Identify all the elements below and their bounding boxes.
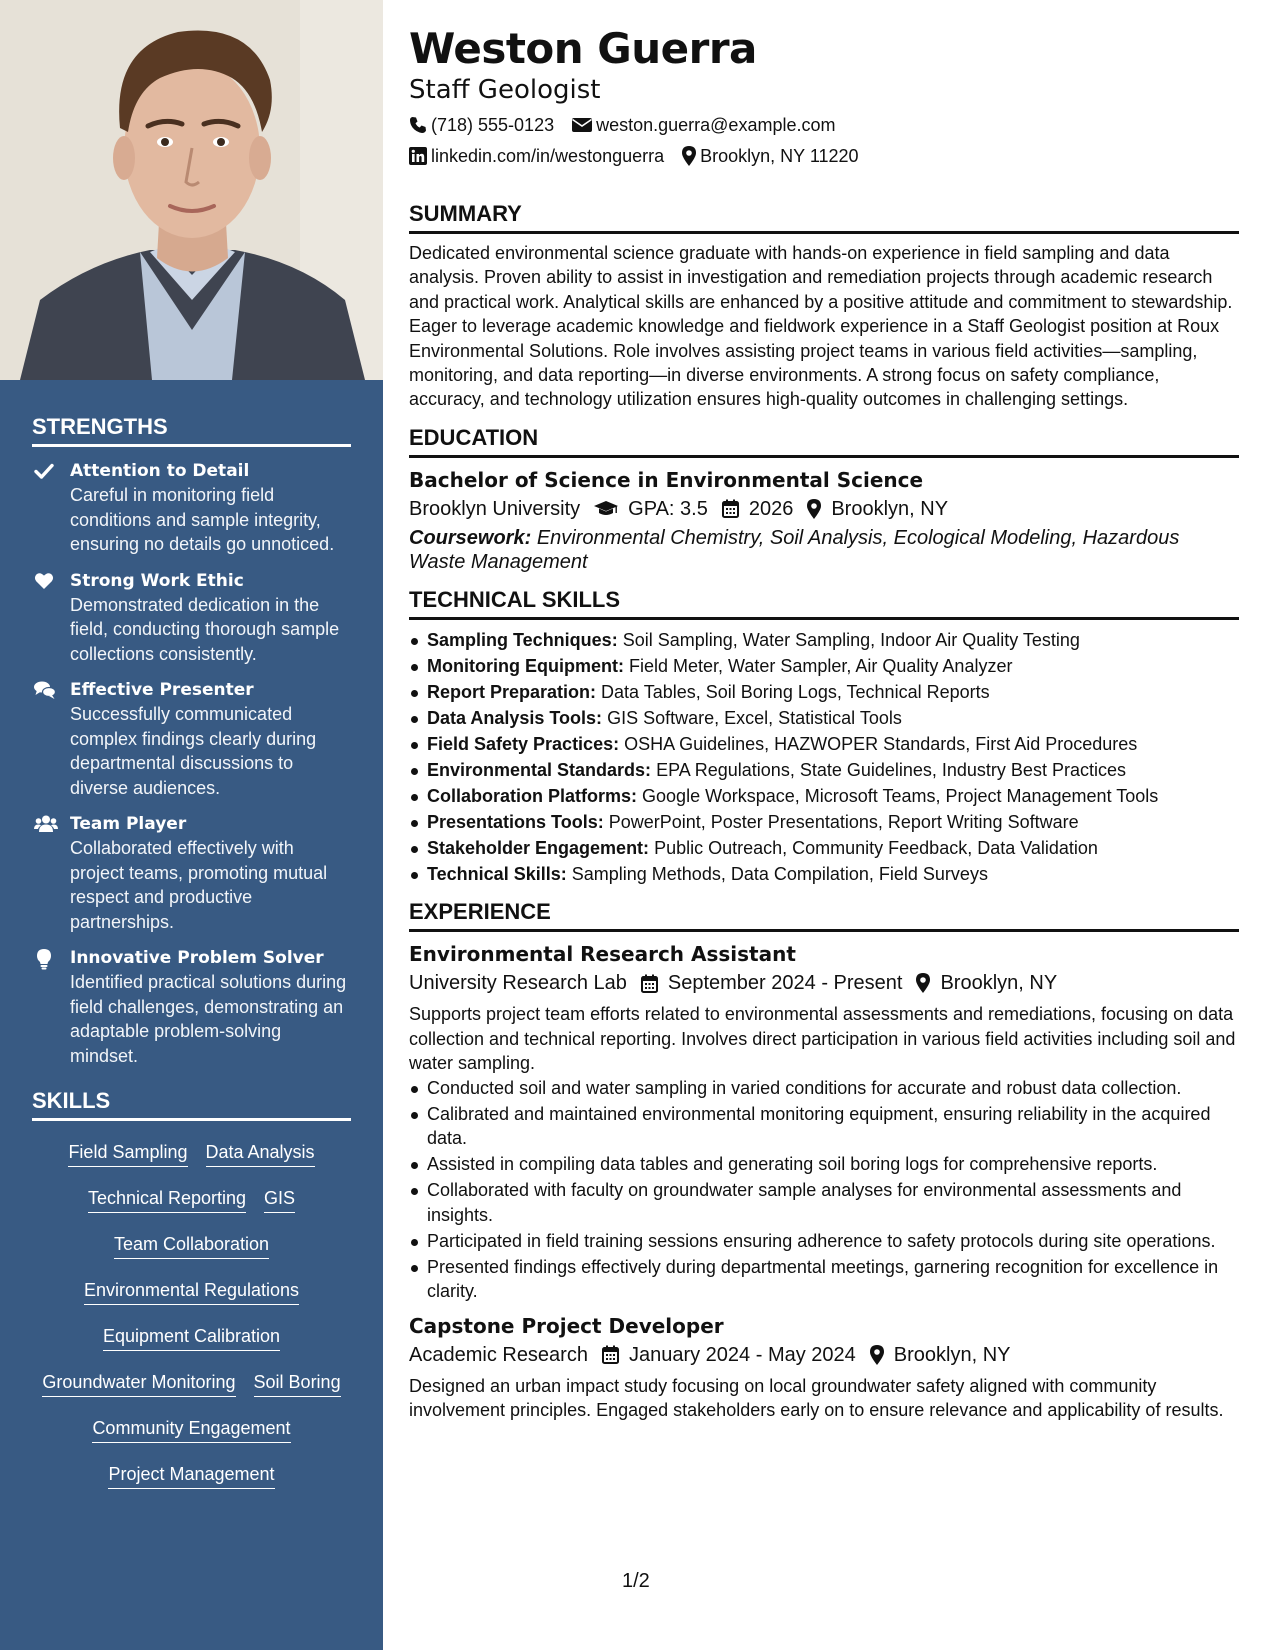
list-item: Collaborated with faculty on groundwater sample analyses for environmental assessments and insights. [409,1178,1239,1227]
skill-label: Presentations Tools: [427,811,604,832]
strength-title: Strong Work Ethic [70,570,244,591]
map-marker-icon [916,973,930,993]
coursework [409,526,1239,574]
skill-tag: Project Management [108,1462,274,1489]
list-item [409,654,1239,679]
skill-value: GIS Software, Excel, Statistical Tools [607,707,902,728]
graduation-cap-icon [594,500,618,518]
phone-text: (718) 555-0123 [431,115,555,135]
year-item [722,494,794,524]
strength-title: Effective Presenter [70,680,254,700]
job-dates-item [641,968,903,998]
check-icon [32,459,70,557]
skill-label: Environmental Standards: [427,759,652,780]
coursework-label: Coursework: [409,526,532,549]
year-text: 2026 [748,497,794,520]
job-description: Designed an urban impact study focusing on local groundwater safety aligned with community involvement principles. Engaged stakeholders early on to ensure relevance and applicability of results. [409,1375,1224,1420]
strength-title: Attention to Detail [70,461,250,481]
skill-tag: Team Collaboration [114,1232,269,1259]
skill-value: Data Tables, Soil Boring Logs, Technical Reports [601,681,990,702]
skill-label: Field Safety Practices: [427,733,620,754]
skill-tag: Technical Reporting [88,1186,246,1213]
list-item: Participated in field training sessions ensuring adherence to safety protocols during site operations. [409,1229,1239,1254]
contact-row [409,113,1239,137]
list-item [409,628,1239,653]
strength-item [32,812,351,934]
skill-value: PowerPoint, Poster Presentations, Report Writing Software [608,811,1079,832]
job-dates: January 2024 - May 2024 [628,1343,856,1366]
users-icon [32,812,70,934]
technical-skills-section [409,586,1239,887]
job-org: University Research Lab [409,972,627,995]
school-name: Brooklyn University [409,497,581,520]
summary-text: Dedicated environmental science graduate with hands-on experience in field sampling and data analysis. Proven ability to assist in investigation and remediation projects through academic research and practical work. Analytical skills are enhanced by a positive attitude and commitment to stewardship. Eager to leverage academic knowledge and fieldwork experience in a Staff Geologist position at Roux Environmental Solutions. Role involves assisting project teams in various field activities—sampling, monitoring, and data reporting—in diverse environments. A strong focus on safety compliance, accuracy, and technology utilization ensures high-quality outcomes in challenging settings. [409,243,1233,410]
skill-value: OSHA Guidelines, HAZWOPER Standards, First Aid Procedures [624,733,1138,754]
strengths-section [0,414,383,1068]
map-marker-icon [807,499,821,519]
skill-value: Google Workspace, Microsoft Teams, Project Management Tools [642,785,1159,806]
skill-tag: GIS [264,1186,295,1213]
job-entry [409,940,1239,1303]
strength-description: Careful in monitoring field conditions and sample integrity, ensuring no details go unnoticed. [70,485,335,554]
profile-photo [0,0,383,380]
skill-label: Stakeholder Engagement: [427,837,650,858]
skills-list [32,1129,351,1497]
location-contact [682,144,858,168]
job-location: Brooklyn, NY [893,1343,1011,1366]
education-location-text: Brooklyn, NY [831,497,949,520]
education-heading: EDUCATION [409,424,1239,458]
page-indicator: 1/2 [622,1570,650,1592]
job-location-item [916,968,1057,998]
job-bullets [409,1076,1239,1304]
strength-item [32,946,351,1068]
list-item: Conducted soil and water sampling in varied conditions for accurate and robust data collection. [409,1076,1239,1101]
skill-tag: Field Sampling [68,1140,187,1167]
list-item [409,758,1239,783]
degree-title: Bachelor of Science in Environmental Science [409,467,924,492]
strength-title: Team Player [70,814,187,834]
education-location-item [807,494,948,524]
lightbulb-icon [32,946,70,1068]
summary-section [409,200,1239,412]
job-title: Capstone Project Developer [409,1313,724,1338]
list-item [409,810,1239,835]
job-dates-item [602,1340,856,1370]
gpa-item [594,494,708,524]
skill-value: Soil Sampling, Water Sampling, Indoor Air Quality Testing [622,629,1080,650]
strength-title: Innovative Problem Solver [70,948,324,968]
coursework-text: Environmental Chemistry, Soil Analysis, Ecological Modeling, Hazardous Waste Management [409,526,1180,573]
gpa-text: GPA: 3.5 [628,497,708,520]
education-meta [409,494,1239,524]
linkedin-text: linkedin.com/in/westonguerra [431,146,665,166]
job-title: Environmental Research Assistant [409,942,796,967]
experience-heading: EXPERIENCE [409,898,1239,932]
job-entry [409,1312,1239,1423]
calendar-icon [641,974,658,993]
strength-item [32,569,351,667]
job-org: Academic Research [409,1343,588,1366]
skill-label: Monitoring Equipment: [427,655,624,676]
list-item [409,732,1239,757]
technical-skills-heading: TECHNICAL SKILLS [409,586,1239,620]
map-marker-icon [870,1345,884,1365]
strength-description: Identified practical solutions during field challenges, demonstrating an adaptable problem-solving mindset. [70,972,347,1066]
job-dates: September 2024 - Present [667,972,903,995]
job-meta [409,1340,1239,1370]
location-text: Brooklyn, NY 11220 [700,146,859,166]
skill-label: Sampling Techniques: [427,629,618,650]
skill-label: Report Preparation: [427,681,597,702]
skill-tag: Groundwater Monitoring [42,1370,235,1397]
technical-skills-list [409,628,1239,887]
map-marker-icon [682,146,696,166]
skill-tag: Equipment Calibration [103,1324,280,1351]
job-description: Supports project team efforts related to environmental assessments and remediations, focusing on data collection and technical reporting. Involves direct participation in various field activities including soil and water sampling. [409,1004,1236,1074]
skill-value: EPA Regulations, State Guidelines, Industry Best Practices [656,759,1126,780]
job-meta [409,968,1239,998]
email-text: weston.guerra@example.com [596,115,836,135]
sidebar [0,0,383,1650]
list-item [409,706,1239,731]
skill-value: Field Meter, Water Sampler, Air Quality Analyzer [628,655,1013,676]
person-name: Weston Guerra [409,24,757,73]
skill-tag: Soil Boring [254,1370,341,1397]
strength-item [32,459,351,557]
strength-description: Demonstrated dedication in the field, conducting thorough sample collections consistently. [70,594,340,664]
list-item: Calibrated and maintained environmental monitoring equipment, ensuring reliability in the acquired data. [409,1102,1239,1151]
phone-icon [409,116,427,134]
skill-tag: Data Analysis [206,1140,315,1167]
job-location-item [870,1340,1011,1370]
heart-icon [32,569,70,667]
strength-description: Successfully communicated complex findings clearly during departmental discussions to diverse audiences. [70,704,317,798]
list-item [409,680,1239,705]
strength-item [32,678,351,800]
skill-value: Public Outreach, Community Feedback, Data Validation [654,837,1098,858]
strength-description: Collaborated effectively with project teams, promoting mutual respect and productive partnerships. [70,838,328,932]
list-item: Presented findings effectively during departmental meetings, garnering recognition for excellence in clarity. [409,1255,1239,1304]
skill-label: Data Analysis Tools: [427,707,603,728]
education-section [409,424,1239,574]
skill-value: Sampling Methods, Data Compilation, Field Surveys [571,863,988,884]
experience-section [409,898,1239,1422]
strengths-heading: STRENGTHS [32,414,351,447]
skill-tag: Community Engagement [92,1416,290,1443]
calendar-icon [722,499,739,518]
contact-row-2 [409,144,1239,168]
summary-heading: SUMMARY [409,200,1239,234]
list-item [409,836,1239,861]
skill-tag: Environmental Regulations [84,1278,299,1305]
email-contact[interactable] [572,113,835,137]
envelope-icon [572,117,592,133]
skill-label: Technical Skills: [427,863,567,884]
skills-section [0,1088,383,1497]
phone-contact[interactable] [409,113,554,137]
job-location: Brooklyn, NY [940,972,1058,995]
linkedin-icon [409,147,427,165]
linkedin-contact[interactable] [409,144,664,168]
list-item [409,784,1239,809]
profile-photo-illustration [0,0,383,380]
main-content [409,24,1239,1422]
skill-label: Collaboration Platforms: [427,785,638,806]
list-item [409,862,1239,887]
skills-heading: SKILLS [32,1088,351,1121]
list-item: Assisted in compiling data tables and generating soil boring logs for comprehensive reports. [409,1152,1239,1177]
person-title: Staff Geologist [409,75,601,105]
calendar-icon [602,1345,619,1364]
comments-icon [32,678,70,800]
